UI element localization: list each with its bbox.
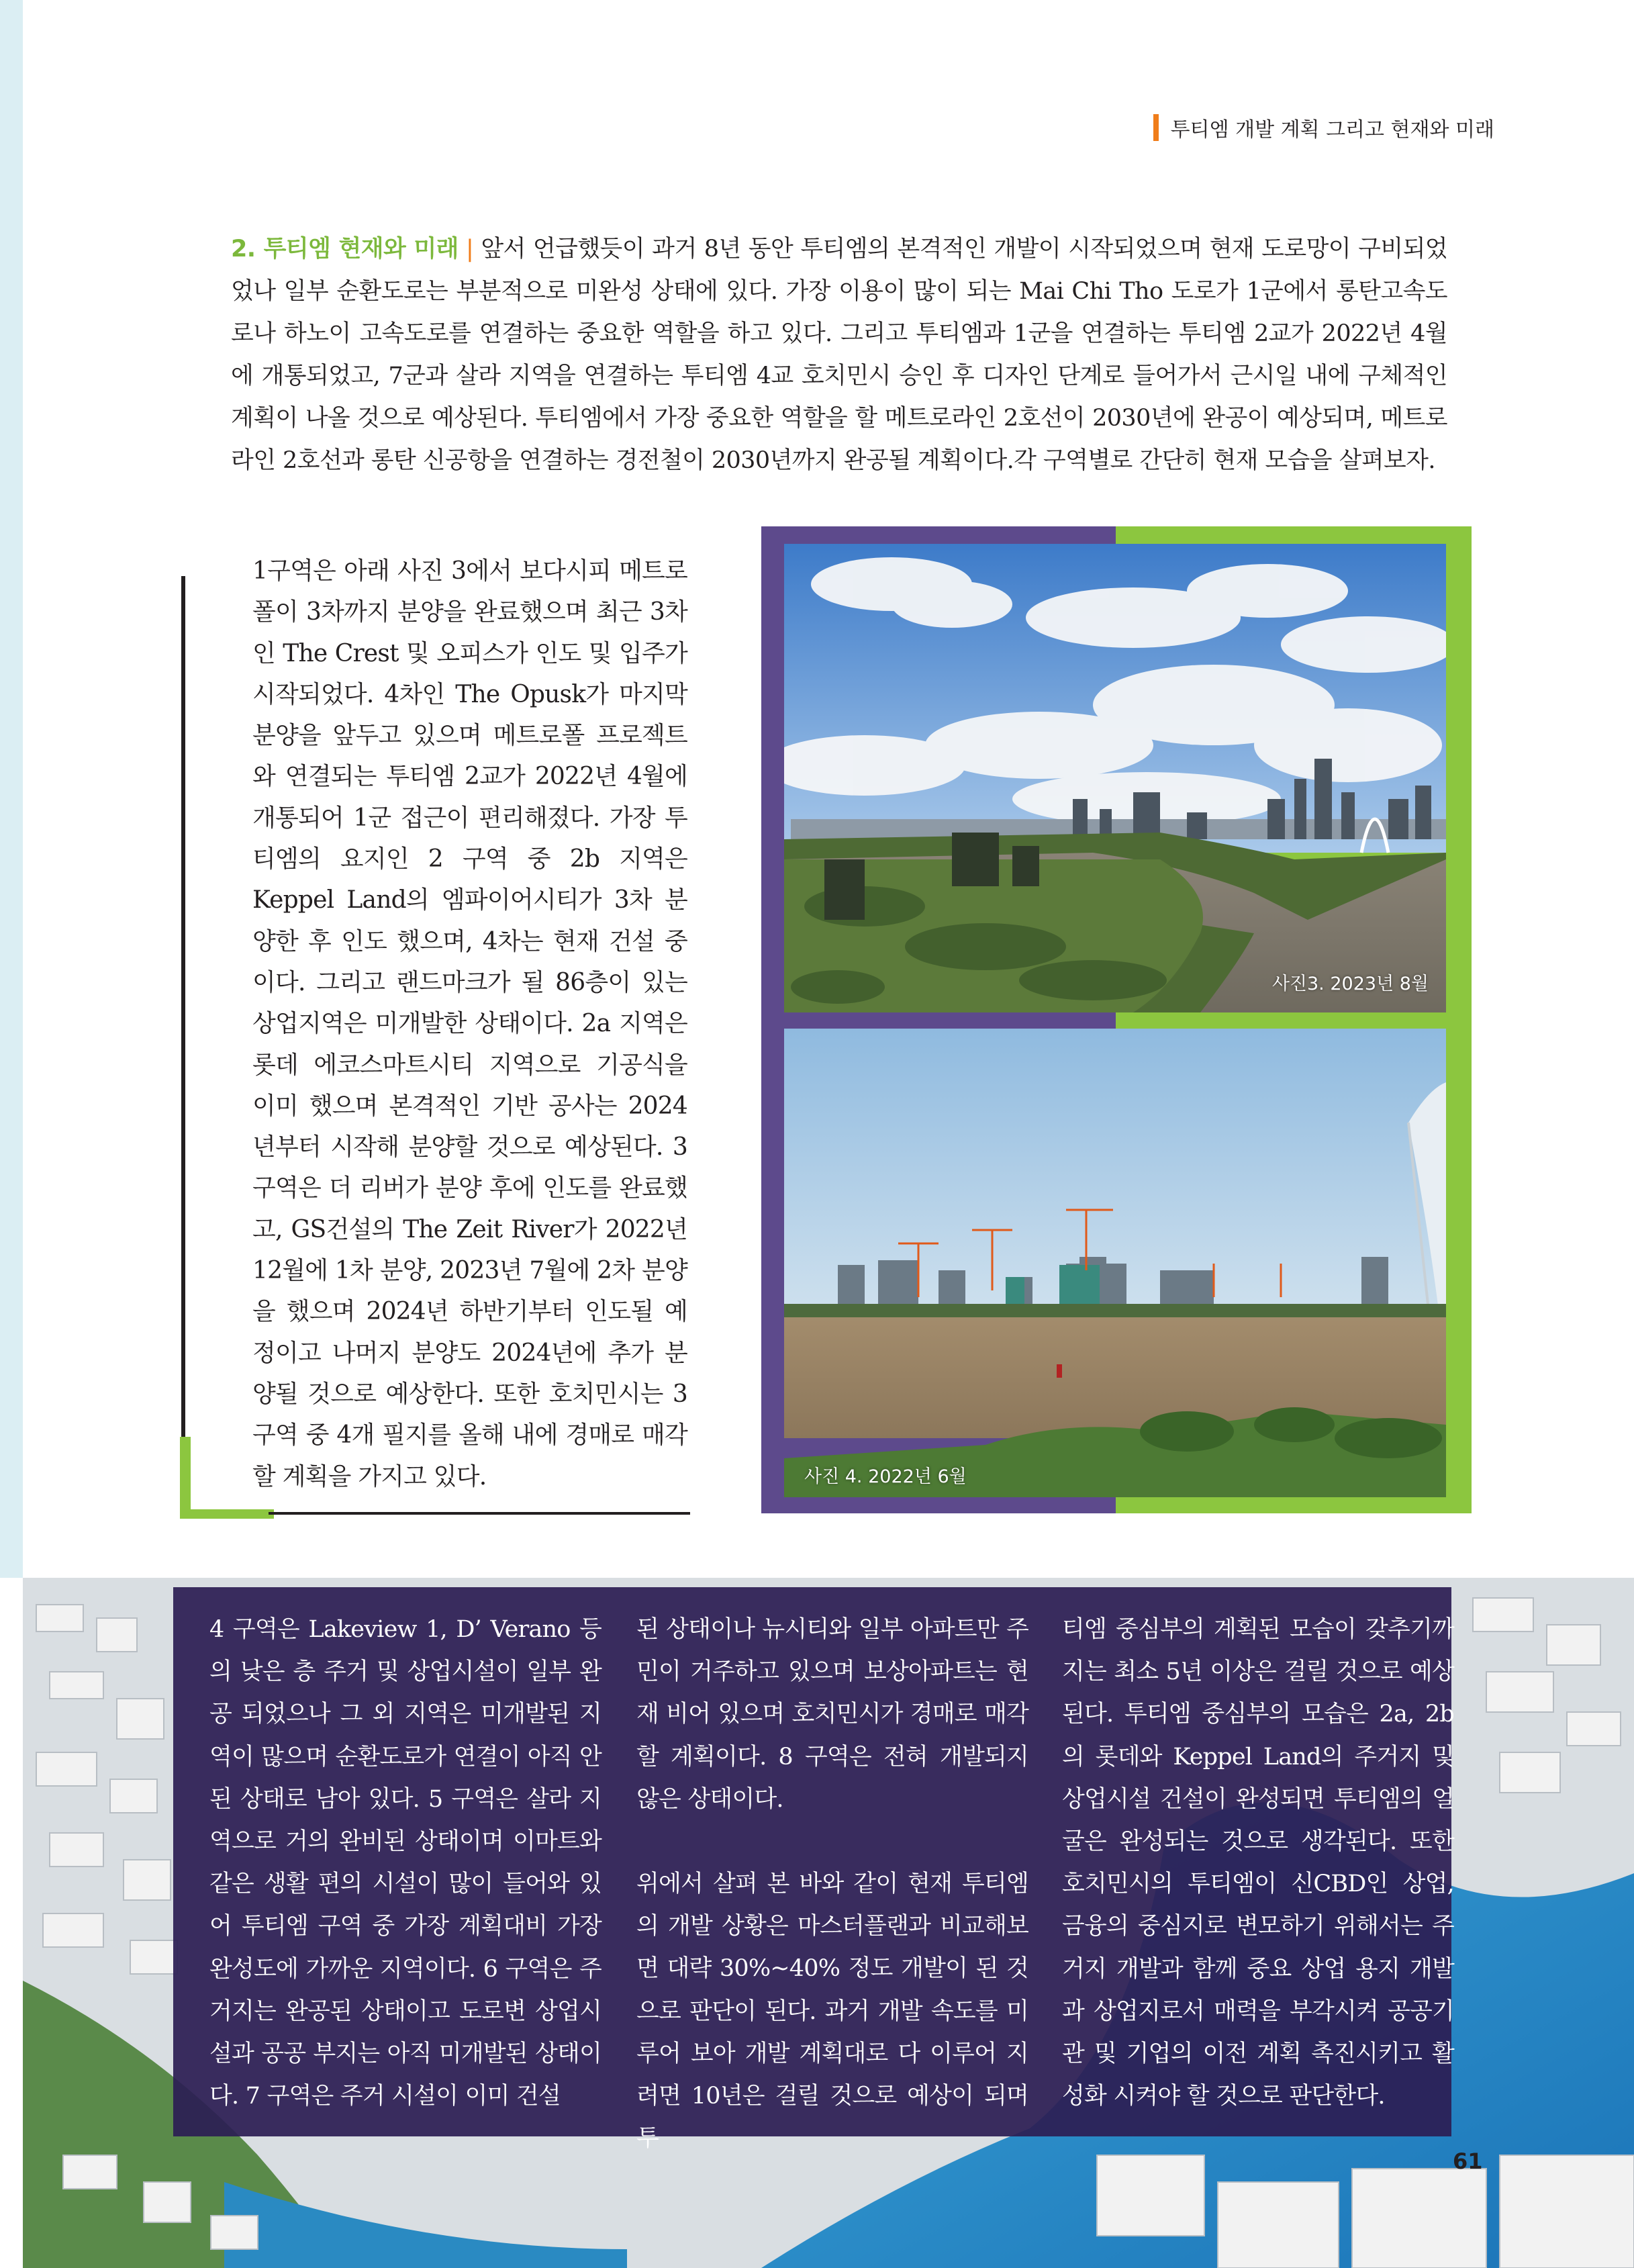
column-bracket-green-vertical [180, 1437, 191, 1519]
section-title: 2. 투티엠 현재와 미래 [231, 236, 459, 263]
intro-text: 앞서 언급했듯이 과거 8년 동안 투티엠의 본격적인 개발이 시작되었으며 현재 도로망이 구비되었었나 일부 순환도로는 부분적으로 미완성 상태에 있다. 가장 이용이 많이 되는 Mai Chi Tho 도로가 1군에서 롱탄고속도로나 하노이 고속도로를 연결하는 중요한 역할을 하고 있다. 그리고 투티엠과 1군을 연결하는 투티엠 2교가 2022년 4월에 개통되었고, 7군과 살라 지역을 연결하는 투티엠 4교 호치민시 승인 후 디자인 단계로 들어가서 근시일 내에 구체적인 계획이 나올 것으로 예상된다. 투티엠에서 가장 중요한 역할을 할 메트로라인 2호선이 2030년에 완공이 예상되며, 메트로라인 2호선과 롱탄 신공항을 연결하는 경전철이 2030년까지 완공될 계획이다.각 구역별로 간단히 현재 모습을 살펴보자. [231, 236, 1448, 474]
bottom-column-3-text: 티엠 중심부의 계획된 모습이 갖추기까지는 최소 5년 이상은 걸릴 것으로 예상된다. 투티엠 중심부의 모습은 2a, 2b의 롯데와 Keppel Land의 주거지 및 상업시설 건설이 완성되면 투티엠의 얼굴은 완성되는 것으로 생각된다. 또한 호치민시의 투티엠이 신CBD인 상업, 금융의 중심지로 변모하기 위해서는 주거지 개발과 함께 중요 상업 용지 개발과 상업지로서 매력을 부각시켜 공공기관 및 기업의 이전 계획 촉진시키고 활성화 시켜야 할 것으로 판단한다. [1062, 1616, 1454, 2110]
photo-3 [784, 544, 1446, 1012]
intro-paragraph [231, 228, 1447, 482]
header-accent-bar [1153, 114, 1159, 141]
left-edge-strip [0, 0, 23, 1578]
title-separator: | [458, 236, 481, 263]
column-bracket-bottom-line [269, 1512, 690, 1515]
photo-3-image [784, 544, 1446, 1012]
photo-4-image [784, 1029, 1446, 1497]
bottom-column-2 [636, 1609, 1028, 2160]
bottom-column-2-paragraph-2: 위에서 살펴 본 바와 같이 현재 투티엠의 개발 상황은 마스터플랜과 비교해보면 대략 30%~40% 정도 개발이 된 것으로 판단이 된다. 과거 개발 속도를 미루어 보아 개발 계획대로 다 이루어 지려면 10년은 걸릴 것으로 예상이 되며 투 [636, 1871, 1028, 2153]
running-header [1153, 113, 1494, 142]
column-bracket-green-horizontal [180, 1509, 274, 1519]
bottom-column-3 [1062, 1609, 1454, 2118]
photo-frame [761, 526, 1472, 1513]
left-column-text: 1구역은 아래 사진 3에서 보다시피 메트로폴이 3차까지 분양을 완료했으며 최근 3차인 The Crest 및 오피스가 인도 및 입주가 시작되었다. 4차인 The Opusk가 마지막 분양을 앞두고 있으며 메트로폴 프로젝트와 연결되는 투티엠 2교가 2022년 4월에 개통되어 1군 접근이 편리해졌다. 가장 투티엠의 요지인 2 구역 중 2b 지역은 Keppel Land의 엠파이어시티가 3차 분양한 후 인도 했으며, 4차는 현재 건설 중이다. 그리고 랜드마크가 될 86층이 있는 상업지역은 미개발한 상태이다. 2a 지역은 롯데 에코스마트시티 지역으로 기공식을 이미 했으며 본격적인 기반 공사는 2024년부터 시작해 분양할 것으로 예상된다. 3 구역은 더 리버가 분양 후에 인도를 완료했고, GS건설의 The Zeit River가 2022년 12월에 1차 분양, 2023년 7월에 2차 분양을 했으며 2024년 하반기부터 인도될 예정이고 나머지 분양도 2024년에 추가 분양될 것으로 예상한다. 또한 호치민시는 3 구역 중 4개 필지를 올해 내에 경매로 매각할 계획을 가지고 있다. [252, 557, 687, 1491]
bottom-column-2-paragraph-1: 된 상태이나 뉴시티와 일부 아파트만 주민이 거주하고 있으며 보상아파트는 현재 비어 있으며 호치민시가 경매로 매각할 계획이다. 8 구역은 전혀 개발되지 않은 상태이다. [636, 1616, 1028, 1813]
photo-4 [784, 1029, 1446, 1497]
page-number: 61 [1453, 2148, 1483, 2174]
bottom-column-1 [209, 1609, 602, 2118]
column-bracket-line [181, 576, 185, 1515]
bottom-column-1-text: 4 구역은 Lakeview 1, D’ Verano 등의 낮은 층 주거 및 상업시설이 일부 완공 되었으나 그 외 지역은 미개발된 지역이 많으며 순환도로가 연결이 아직 안된 상태로 남아 있다. 5 구역은 살라 지역으로 거의 완비된 상태이며 이마트와 같은 생활 편의 시설이 많이 들어와 있어 투티엠 구역 중 가장 계획대비 가장 완성도에 가까운 지역이다. 6 구역은 주거지는 완공된 상태이고 도로변 상업시설과 공공 부지는 아직 미개발된 상태이다. 7 구역은 주거 시설이 이미 건설 [209, 1616, 602, 2110]
photo-3-caption: 사진3. 2023년 8월 [1271, 974, 1429, 994]
running-title: 투티엠 개발 계획 그리고 현재와 미래 [1170, 118, 1494, 142]
photo-4-caption: 사진 4. 2022년 6월 [804, 1466, 967, 1487]
